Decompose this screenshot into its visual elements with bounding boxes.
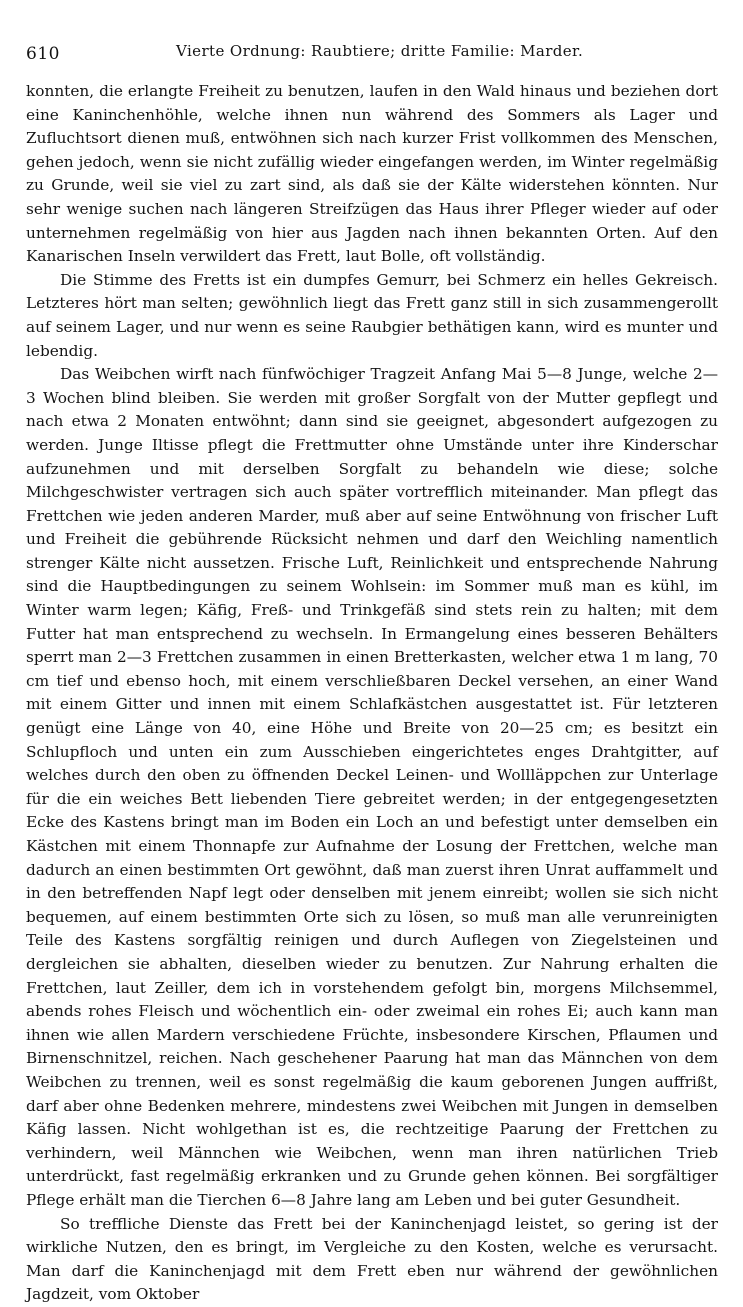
paragraph-voice: Die Stimme des Fretts ist ein dumpfes Gemurr, bei Schmerz ein helles Gekreisch. Letzteres hört man selten; gewöhnlich liegt das Frett ganz still in sich zusammengerollt auf seinem Lager, und nur wenn es seine Raubgier bethätigen kann, wird es munter und lebendig. [26,270,718,360]
paragraph-continuation: konnten, die erlangte Freiheit zu benutzen, laufen in den Wald hinaus und beziehen dort eine Kaninchenhöhle, welche ihnen nun während des Sommers als Lager und Zufluchtsort dienen muß, entwöhnen sich nach kurzer Frist vollkommen des Menschen, gehen jedoch, wenn sie nicht zufällig wieder eingefangen werden, im Winter regelmäßig zu Grunde, weil sie viel zu zart sind, als daß sie der Kälte widerstehen könnten. Nur sehr wenige suchen nach längeren Streifzügen das Haus ihrer Pfleger wieder auf oder unternehmen regelmäßig von hier aus Jagden nach ihnen bekannten Orten. Auf den Kanarischen Inseln verwildert das Frett, laut Bolle, oft vollständig. [26,82,718,266]
book-page [26,40,718,1304]
body-text [26,80,718,1307]
paragraph-breeding-care: Das Weibchen wirft nach fünfwöchiger Tragzeit Anfang Mai 5—8 Junge, welche 2—3 Wochen blind bleiben. Sie werden mit großer Sorgfalt von der Mutter gepflegt und nach etwa 2 Monaten entwöhnt; dann sind sie geeignet, abgesondert aufgezogen zu werden. Junge Iltisse pflegt die Frettmutter ohne Umstände unter ihre Kinderschar aufzunehmen und mit derselben Sorgfalt zu behandeln wie diese; solche Milchgeschwister vertragen sich auch später vortrefflich miteinander. Man pflegt das Frettchen wie jeden anderen Marder, muß aber auf seine Entwöhnung von frischer Luft und Freiheit die gebührende Rücksicht nehmen und darf den Weichling namentlich strenger Kälte nicht aussetzen. Frische Luft, Reinlichkeit und entsprechende Nahrung sind die Hauptbedingungen zu seinem Wohlsein: im Sommer muß man es kühl, im Winter warm legen; Käfig, Freß- und Trinkgefäß sind stets rein zu halten; mit dem Futter hat man entsprechend zu wechseln. In Ermangelung eines besseren Behälters sperrt man 2—3 Frettchen zusammen in einen Bretterkasten, welcher etwa 1 m lang, 70 cm tief und ebenso hoch, mit einem verschließbaren Deckel versehen, an einer Wand mit einem Gitter und innen mit einem Schlafkästchen ausgestattet ist. Für letzteren genügt eine Länge von 40, eine Höhe und Breite von 20—25 cm; es besitzt ein Schlupfloch und unten ein zum Ausschieben eingerichtetes enges Drahtgitter, auf welches durch den oben zu öffnenden Deckel Leinen- und Wollläppchen zur Unterlage für die ein weiches Bett liebenden Tiere gebreitet werden; in der entgegengesetzten Ecke des Kastens bringt man im Boden ein Loch an und befestigt unter demselben ein Kästchen mit einem Thonnapfe zur Aufnahme der Losung der Frettchen, welche man dadurch an einen bestimmten Ort gewöhnt, daß man zuerst ihren Unrat auffammelt und in den betreffenden Napf legt oder denselben mit jenem einreibt; wollen sie sich nicht bequemen, auf einem bestimmten Orte sich zu lösen, so muß man alle verunreinigten Teile des Kastens sorgfältig reinigen und durch Auflegen von Ziegelsteinen und dergleichen sie abhalten, dieselben wieder zu benutzen. Zur Nahrung erhalten die Frettchen, laut Zeiller, dem ich in vorstehendem gefolgt bin, morgens Milchsemmel, abends rohes Fleisch und wöchentlich ein- oder zweimal ein rohes Ei; auch kann man ihnen wie allen Mardern verschiedene Früchte, insbesondere Kirschen, Pflaumen und Birnenschnitzel, reichen. Nach geschehener Paarung hat man das Männchen von dem Weibchen zu trennen, weil es sonst regelmäßig die kaum geborenen Jungen auffrißt, darf aber ohne Bedenken mehrere, mindestens zwei Weibchen mit Jungen in demselben Käfig lassen. Nicht wohlgethan ist es, die rechtzeitige Paarung der Frettchen zu verhindern, weil Männchen wie Weibchen, wenn man ihren natürlichen Trieb unterdrückt, fast regelmäßig erkranken und zu Grunde gehen können. Bei sorgfältiger Pflege erhält man die Tierchen 6—8 Jahre lang am Leben und bei guter Gesundheit. [26,365,718,1209]
page-number: 610 [26,44,60,64]
paragraph-hunting-use: So treffliche Dienste das Frett bei der Kaninchenjagd leistet, so gering ist der wirkliche Nutzen, den es bringt, im Vergleiche zu den Kosten, welche es verursacht. Man darf die Kaninchenjagd mit dem Frett eben nur während der gewöhnlichen Jagdzeit, vom Oktober [26,1214,718,1304]
page-header [26,40,718,66]
running-head: Vierte Ordnung: Raubtiere; dritte Familie: Marder. [176,42,584,60]
